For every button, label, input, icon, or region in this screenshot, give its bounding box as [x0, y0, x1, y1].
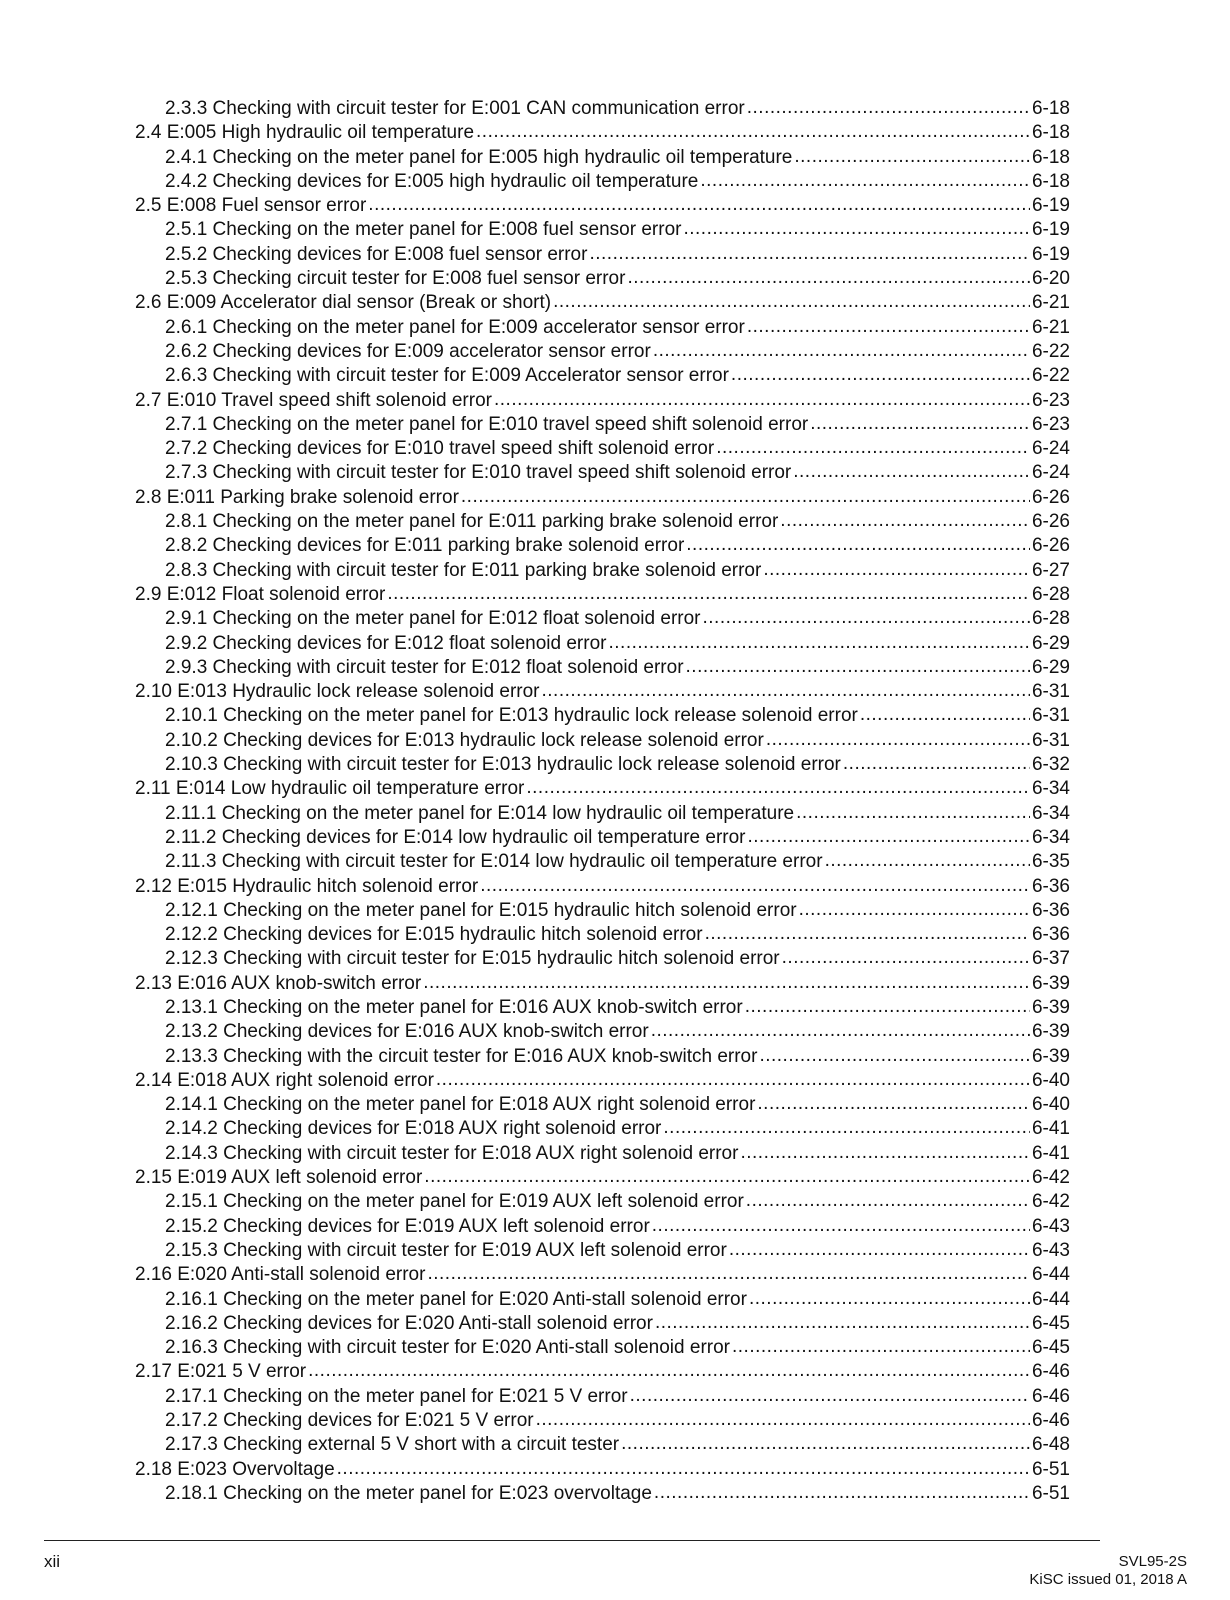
toc-entry-title: 2.13.1 Checking on the meter panel for E:016 AUX knob-switch error — [165, 996, 743, 1018]
toc-entry-title: 2.15.3 Checking with circuit tester for E:019 AUX left solenoid error — [165, 1239, 727, 1261]
toc-entry[interactable] — [135, 291, 1070, 315]
toc-entry[interactable] — [135, 1458, 1070, 1482]
toc-dot-leader — [745, 995, 1030, 1019]
toc-entry-page: 6-40 — [1031, 1094, 1070, 1116]
toc-dot-leader — [749, 1287, 1030, 1311]
toc-entry-page: 6-41 — [1031, 1118, 1070, 1140]
toc-dot-leader — [630, 1384, 1030, 1408]
toc-entry-page: 6-36 — [1031, 899, 1070, 921]
toc-entry[interactable] — [135, 802, 1070, 826]
toc-dot-leader — [423, 971, 1030, 995]
toc-entry-title: 2.4.2 Checking devices for E:005 high hydraulic oil temperature — [165, 170, 699, 192]
toc-entry-title: 2.10.2 Checking devices for E:013 hydraulic lock release solenoid error — [165, 729, 764, 751]
toc-entry-page: 6-19 — [1031, 195, 1070, 217]
toc-dot-leader — [461, 485, 1030, 509]
toc-entry-title: 2.8.2 Checking devices for E:011 parking brake solenoid error — [165, 535, 685, 557]
toc-entry[interactable] — [135, 194, 1070, 218]
toc-entry[interactable] — [135, 923, 1070, 947]
toc-dot-leader — [780, 509, 1030, 533]
toc-entry-page: 6-45 — [1031, 1337, 1070, 1359]
toc-entry[interactable] — [135, 632, 1070, 656]
toc-dot-leader — [705, 922, 1030, 946]
toc-entry-title: 2.16.2 Checking devices for E:020 Anti-stall solenoid error — [165, 1312, 653, 1334]
toc-dot-leader — [757, 1092, 1030, 1116]
toc-entry[interactable] — [135, 534, 1070, 558]
toc-dot-leader — [494, 388, 1030, 412]
toc-entry-page: 6-21 — [1031, 316, 1070, 338]
toc-dot-leader — [589, 242, 1030, 266]
toc-entry[interactable] — [135, 826, 1070, 850]
toc-dot-leader — [655, 1311, 1030, 1335]
toc-entry-title: 2.13.2 Checking devices for E:016 AUX knob-switch error — [165, 1021, 649, 1043]
toc-entry-title: 2.9.3 Checking with circuit tester for E:012 float solenoid error — [165, 656, 684, 678]
toc-entry-page: 6-22 — [1031, 340, 1070, 362]
toc-entry[interactable] — [135, 753, 1070, 777]
toc-entry[interactable] — [135, 947, 1070, 971]
toc-entry-page: 6-21 — [1031, 292, 1070, 314]
toc-dot-leader — [553, 290, 1030, 314]
toc-entry-title: 2.10.3 Checking with circuit tester for E:013 hydraulic lock release solenoid error — [165, 754, 841, 776]
toc-dot-leader — [526, 776, 1030, 800]
toc-entry-title: 2.18 E:023 Overvoltage — [135, 1458, 335, 1480]
toc-entry[interactable] — [135, 1166, 1070, 1190]
toc-entry-title: 2.6.2 Checking devices for E:009 accelerator sensor error — [165, 340, 651, 362]
toc-entry[interactable] — [135, 1336, 1070, 1360]
toc-entry-title: 2.9.2 Checking devices for E:012 float solenoid error — [165, 632, 607, 654]
toc-entry-page: 6-42 — [1031, 1191, 1070, 1213]
toc-entry[interactable] — [135, 1142, 1070, 1166]
toc-entry[interactable] — [135, 1385, 1070, 1409]
toc-entry-title: 2.3.3 Checking with circuit tester for E:001 CAN communication error — [165, 98, 745, 119]
toc-dot-leader — [729, 1238, 1030, 1262]
toc-entry-title: 2.6.3 Checking with circuit tester for E:009 Accelerator sensor error — [165, 365, 729, 387]
toc-entry-title: 2.14.2 Checking devices for E:018 AUX right solenoid error — [165, 1118, 662, 1140]
toc-entry[interactable] — [135, 1020, 1070, 1044]
toc-dot-leader — [732, 1335, 1030, 1359]
toc-entry-title: 2.18.1 Checking on the meter panel for E:023 overvoltage — [165, 1482, 652, 1504]
toc-entry-page: 6-27 — [1031, 559, 1070, 581]
toc-dot-leader — [810, 412, 1030, 436]
toc-entry[interactable] — [135, 850, 1070, 874]
toc-dot-leader — [746, 1189, 1030, 1213]
toc-entry[interactable] — [135, 437, 1070, 461]
toc-entry-title: 2.4 E:005 High hydraulic oil temperature — [135, 122, 475, 144]
toc-entry-title: 2.13.3 Checking with the circuit tester for E:016 AUX knob-switch error — [165, 1045, 758, 1067]
toc-entry-page: 6-39 — [1031, 1021, 1070, 1043]
toc-entry-page: 6-26 — [1031, 535, 1070, 557]
toc-dot-leader — [436, 1068, 1030, 1092]
toc-entry-page: 6-20 — [1031, 268, 1070, 290]
toc-entry[interactable] — [135, 777, 1070, 801]
toc-dot-leader — [536, 1408, 1030, 1432]
toc-entry[interactable] — [135, 996, 1070, 1020]
toc-entry-title: 2.15 E:019 AUX left solenoid error — [135, 1167, 423, 1189]
toc-dot-leader — [308, 1359, 1030, 1383]
toc-entry[interactable] — [135, 583, 1070, 607]
toc-entry[interactable] — [135, 607, 1070, 631]
toc-dot-leader — [740, 1141, 1030, 1165]
model-name: SVL95-2S — [1118, 1553, 1187, 1570]
toc-entry[interactable] — [135, 461, 1070, 485]
toc-entry-page: 6-46 — [1031, 1361, 1070, 1383]
toc-entry-page: 6-36 — [1031, 875, 1070, 897]
toc-entry[interactable] — [135, 1093, 1070, 1117]
toc-dot-leader — [476, 120, 1030, 144]
toc-entry[interactable] — [135, 899, 1070, 923]
toc-entry-page: 6-46 — [1031, 1385, 1070, 1407]
toc-entry[interactable] — [135, 1069, 1070, 1093]
toc-entry[interactable] — [135, 1288, 1070, 1312]
toc-dot-leader — [621, 1432, 1030, 1456]
toc-entry-page: 6-24 — [1031, 462, 1070, 484]
toc-dot-leader — [683, 217, 1030, 241]
toc-entry-page: 6-18 — [1031, 98, 1070, 119]
toc-entry-page: 6-51 — [1031, 1482, 1070, 1504]
toc-entry[interactable] — [135, 1239, 1070, 1263]
toc-entry[interactable] — [135, 656, 1070, 680]
toc-entry[interactable] — [135, 729, 1070, 753]
toc-dot-leader — [747, 315, 1030, 339]
toc-dot-leader — [796, 801, 1030, 825]
toc-entry-title: 2.13 E:016 AUX knob-switch error — [135, 972, 422, 994]
toc-entry[interactable] — [135, 972, 1070, 996]
toc-entry-title: 2.11.3 Checking with circuit tester for E:014 low hydraulic oil temperature error — [165, 851, 823, 873]
toc-entry[interactable] — [135, 1190, 1070, 1214]
toc-dot-leader — [860, 703, 1030, 727]
toc-entry-page: 6-34 — [1031, 802, 1070, 824]
toc-dot-leader — [759, 1044, 1030, 1068]
toc-entry-title: 2.7.2 Checking devices for E:010 travel speed shift solenoid error — [165, 438, 715, 460]
toc-entry-title: 2.7 E:010 Travel speed shift solenoid error — [135, 389, 492, 411]
toc-entry-page: 6-26 — [1031, 511, 1070, 533]
toc-entry-title: 2.15.1 Checking on the meter panel for E:019 AUX left solenoid error — [165, 1191, 744, 1213]
table-of-contents — [135, 97, 1070, 1506]
toc-entry-page: 6-28 — [1031, 608, 1070, 630]
toc-entry-title: 2.17.1 Checking on the meter panel for E:021 5 V error — [165, 1385, 628, 1407]
toc-entry-page: 6-36 — [1031, 924, 1070, 946]
toc-dot-leader — [748, 825, 1030, 849]
toc-entry-title: 2.14.3 Checking with circuit tester for E:018 AUX right solenoid error — [165, 1142, 739, 1164]
toc-dot-leader — [716, 436, 1030, 460]
toc-entry-page: 6-40 — [1031, 1069, 1070, 1091]
toc-entry-page: 6-37 — [1031, 948, 1070, 970]
toc-entry-page: 6-39 — [1031, 1045, 1070, 1067]
toc-entry-page: 6-23 — [1031, 413, 1070, 435]
toc-entry-title: 2.9.1 Checking on the meter panel for E:012 float solenoid error — [165, 608, 701, 630]
toc-entry-page: 6-43 — [1031, 1239, 1070, 1261]
toc-entry-title: 2.11.1 Checking on the meter panel for E:014 low hydraulic oil temperature — [165, 802, 795, 824]
toc-entry-page: 6-32 — [1031, 754, 1070, 776]
toc-entry-title: 2.17 E:021 5 V error — [135, 1361, 307, 1383]
toc-dot-leader — [608, 631, 1029, 655]
toc-dot-leader — [653, 339, 1030, 363]
toc-entry-title: 2.10 E:013 Hydraulic lock release solenoid error — [135, 681, 540, 703]
toc-entry-page: 6-29 — [1031, 632, 1070, 654]
toc-entry[interactable] — [135, 218, 1070, 242]
toc-entry[interactable] — [135, 1045, 1070, 1069]
toc-entry-title: 2.12.2 Checking devices for E:015 hydraulic hitch solenoid error — [165, 924, 703, 946]
toc-dot-leader — [651, 1019, 1030, 1043]
toc-entry[interactable] — [135, 364, 1070, 388]
toc-entry[interactable] — [135, 1263, 1070, 1287]
toc-entry-title: 2.17.2 Checking devices for E:021 5 V error — [165, 1410, 534, 1432]
toc-entry-title: 2.11.2 Checking devices for E:014 low hydraulic oil temperature error — [165, 826, 746, 848]
issue-info: KiSC issued 01, 2018 A — [1029, 1571, 1187, 1588]
toc-entry[interactable] — [135, 704, 1070, 728]
toc-entry-title: 2.8.1 Checking on the meter panel for E:011 parking brake solenoid error — [165, 511, 779, 533]
toc-entry-page: 6-29 — [1031, 656, 1070, 678]
toc-entry-page: 6-43 — [1031, 1215, 1070, 1237]
toc-entry[interactable] — [135, 146, 1070, 170]
toc-entry-page: 6-48 — [1031, 1434, 1070, 1456]
toc-entry[interactable] — [135, 121, 1070, 145]
toc-entry[interactable] — [135, 1433, 1070, 1457]
toc-entry[interactable] — [135, 389, 1070, 413]
toc-dot-leader — [747, 96, 1030, 120]
toc-dot-leader — [686, 655, 1030, 679]
toc-entry[interactable] — [135, 510, 1070, 534]
toc-entry-title: 2.5.3 Checking circuit tester for E:008 fuel sensor error — [165, 268, 626, 290]
toc-dot-leader — [843, 752, 1030, 776]
toc-dot-leader — [337, 1457, 1030, 1481]
toc-entry-title: 2.10.1 Checking on the meter panel for E:013 hydraulic lock release solenoid error — [165, 705, 858, 727]
toc-dot-leader — [766, 728, 1030, 752]
toc-dot-leader — [424, 1165, 1030, 1189]
toc-entry-title: 2.5.1 Checking on the meter panel for E:008 fuel sensor error — [165, 219, 682, 241]
toc-dot-leader — [825, 849, 1030, 873]
toc-entry-title: 2.7.3 Checking with circuit tester for E:010 travel speed shift solenoid error — [165, 462, 792, 484]
toc-entry-page: 6-51 — [1031, 1458, 1070, 1480]
toc-entry[interactable] — [135, 267, 1070, 291]
footer-divider — [44, 1540, 1100, 1541]
toc-entry[interactable] — [135, 1117, 1070, 1141]
toc-entry-title: 2.8 E:011 Parking brake solenoid error — [135, 486, 459, 508]
toc-entry[interactable] — [135, 170, 1070, 194]
toc-entry-title: 2.12 E:015 Hydraulic hitch solenoid error — [135, 875, 479, 897]
toc-dot-leader — [793, 460, 1030, 484]
toc-dot-leader — [368, 193, 1030, 217]
toc-entry-page: 6-39 — [1031, 972, 1070, 994]
toc-entry[interactable] — [135, 243, 1070, 267]
toc-entry[interactable] — [135, 1409, 1070, 1433]
toc-entry[interactable] — [135, 1215, 1070, 1239]
toc-entry-page: 6-18 — [1031, 170, 1070, 192]
toc-entry-title: 2.7.1 Checking on the meter panel for E:010 travel speed shift solenoid error — [165, 413, 809, 435]
toc-entry-page: 6-41 — [1031, 1142, 1070, 1164]
toc-dot-leader — [387, 582, 1030, 606]
toc-entry-page: 6-31 — [1031, 729, 1070, 751]
toc-entry[interactable] — [135, 680, 1070, 704]
toc-dot-leader — [703, 606, 1030, 630]
toc-dot-leader — [542, 679, 1030, 703]
toc-dot-leader — [731, 363, 1030, 387]
toc-entry[interactable] — [135, 1482, 1070, 1506]
toc-entry-title: 2.12.1 Checking on the meter panel for E:015 hydraulic hitch solenoid error — [165, 899, 797, 921]
toc-entry-page: 6-18 — [1031, 122, 1070, 144]
toc-entry-page: 6-31 — [1031, 681, 1070, 703]
toc-entry-page: 6-19 — [1031, 243, 1070, 265]
toc-entry[interactable] — [135, 97, 1070, 121]
toc-entry-title: 2.6.1 Checking on the meter panel for E:009 accelerator sensor error — [165, 316, 745, 338]
toc-entry-page: 6-46 — [1031, 1410, 1070, 1432]
toc-entry-title: 2.5.2 Checking devices for E:008 fuel sensor error — [165, 243, 588, 265]
toc-entry-title: 2.4.1 Checking on the meter panel for E:005 high hydraulic oil temperature — [165, 146, 793, 168]
toc-entry-page: 6-34 — [1031, 826, 1070, 848]
toc-entry[interactable] — [135, 413, 1070, 437]
toc-entry-page: 6-23 — [1031, 389, 1070, 411]
toc-entry-title: 2.16.3 Checking with circuit tester for E:020 Anti-stall solenoid error — [165, 1337, 730, 1359]
toc-dot-leader — [627, 266, 1030, 290]
toc-entry-title: 2.14 E:018 AUX right solenoid error — [135, 1069, 434, 1091]
toc-entry-page: 6-45 — [1031, 1312, 1070, 1334]
toc-entry-page: 6-35 — [1031, 851, 1070, 873]
toc-entry-title: 2.6 E:009 Accelerator dial sensor (Break or short) — [135, 292, 552, 314]
toc-dot-leader — [663, 1116, 1030, 1140]
toc-dot-leader — [480, 874, 1030, 898]
toc-entry[interactable] — [135, 316, 1070, 340]
toc-entry-page: 6-34 — [1031, 778, 1070, 800]
toc-entry-title: 2.16 E:020 Anti-stall solenoid error — [135, 1264, 426, 1286]
toc-entry-page: 6-28 — [1031, 583, 1070, 605]
toc-entry[interactable] — [135, 1312, 1070, 1336]
toc-entry-page: 6-22 — [1031, 365, 1070, 387]
toc-dot-leader — [782, 946, 1030, 970]
toc-entry-page: 6-42 — [1031, 1167, 1070, 1189]
toc-dot-leader — [799, 898, 1030, 922]
toc-dot-leader — [686, 533, 1030, 557]
toc-dot-leader — [654, 1481, 1030, 1505]
toc-dot-leader — [427, 1262, 1030, 1286]
toc-entry-page: 6-24 — [1031, 438, 1070, 460]
toc-entry-title: 2.15.2 Checking devices for E:019 AUX left solenoid error — [165, 1215, 650, 1237]
toc-entry-page: 6-18 — [1031, 146, 1070, 168]
toc-entry-title: 2.9 E:012 Float solenoid error — [135, 583, 386, 605]
toc-entry-page: 6-39 — [1031, 996, 1070, 1018]
toc-entry[interactable] — [135, 559, 1070, 583]
toc-entry-page: 6-19 — [1031, 219, 1070, 241]
toc-entry-page: 6-31 — [1031, 705, 1070, 727]
toc-entry-title: 2.8.3 Checking with circuit tester for E:011 parking brake solenoid error — [165, 559, 762, 581]
toc-dot-leader — [700, 169, 1030, 193]
toc-entry[interactable] — [135, 1360, 1070, 1384]
toc-entry-title: 2.12.3 Checking with circuit tester for E:015 hydraulic hitch solenoid error — [165, 948, 780, 970]
toc-dot-leader — [763, 558, 1030, 582]
toc-entry-page: 6-44 — [1031, 1288, 1070, 1310]
toc-entry[interactable] — [135, 875, 1070, 899]
toc-entry-title: 2.14.1 Checking on the meter panel for E:018 AUX right solenoid error — [165, 1094, 756, 1116]
toc-entry-title: 2.16.1 Checking on the meter panel for E:020 Anti-stall solenoid error — [165, 1288, 747, 1310]
page-number: xii — [44, 1552, 61, 1571]
footer-model-info — [1029, 1553, 1187, 1589]
toc-entry[interactable] — [135, 340, 1070, 364]
toc-entry-page: 6-44 — [1031, 1264, 1070, 1286]
toc-entry-title: 2.5 E:008 Fuel sensor error — [135, 195, 367, 217]
toc-dot-leader — [652, 1214, 1030, 1238]
toc-entry-title: 2.17.3 Checking external 5 V short with a circuit tester — [165, 1434, 620, 1456]
toc-entry[interactable] — [135, 486, 1070, 510]
toc-entry-title: 2.11 E:014 Low hydraulic oil temperature error — [135, 778, 525, 800]
toc-dot-leader — [794, 145, 1030, 169]
toc-entry-page: 6-26 — [1031, 486, 1070, 508]
